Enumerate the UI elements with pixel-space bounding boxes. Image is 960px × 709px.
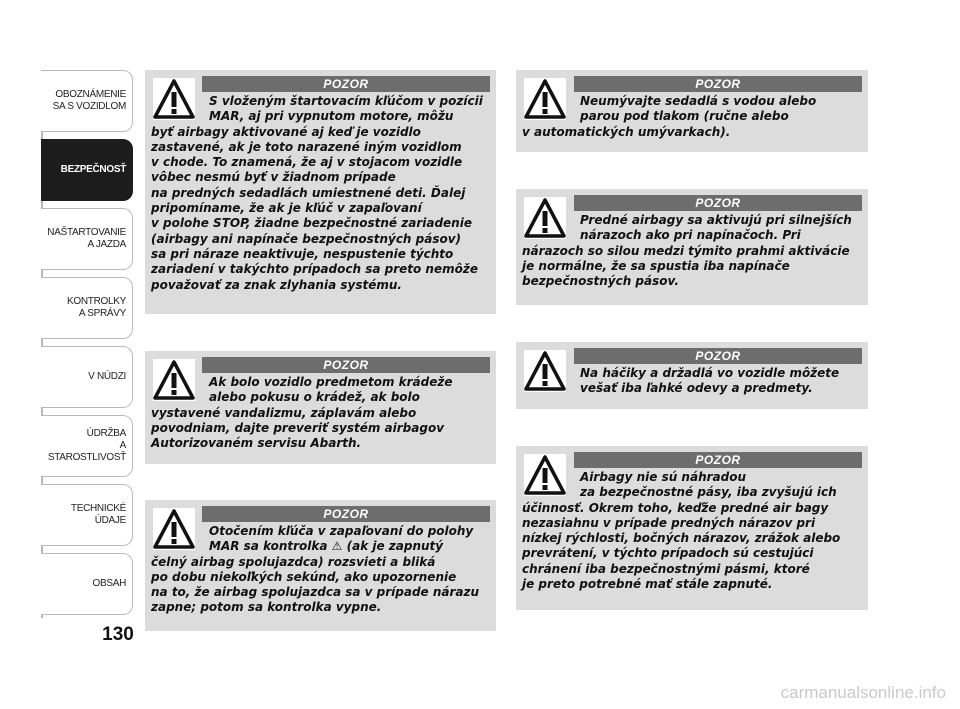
- tab-safety[interactable]: BEZPEČNOSŤ: [41, 139, 133, 201]
- warning-text: Predné airbagy sa aktivujú pri silnejších nárazoch ako pri napínačoch. Pri nárazoch so silou medzi týmito prahmi aktivácie je normálne, že sa spustia iba napínače bezpečnostných pásov.: [522, 213, 852, 289]
- tab-warning-lights[interactable]: KONTROLKY A SPRÁVY: [41, 277, 133, 339]
- warning-box-hooks-handles: [516, 342, 868, 409]
- watermark: carmanualsonline.info: [780, 683, 946, 702]
- tab-introduction[interactable]: OBOZNÁMENIE SA S VOZIDLOM: [41, 70, 133, 132]
- warning-title: POZOR: [202, 506, 490, 522]
- warning-box-airbag-thresholds: [516, 189, 868, 305]
- warning-text: S vloženým štartovacím kľúčom v pozícii MAR, aj pri vypnutom motore, môžu byť airbagy aktivované aj keď je vozidlo zastavené, ak je toto narazené iným vozidlom v chode. To znamená, že aj v stojacom vozidle vôbec nesmú byť v žiadnom prípade na predných sedadlách umiestnené deti. Ďalej pripomíname, že ak je kľúč v zapaľovaní v polohe STOP, žiadne bezpečnostné zariadenie (airbagy ani napínače bezpečnostných pásov) sa pri náraze neaktivuje, nespustenie týchto zariadení v takýchto prípadoch sa preto nemôže považovať za znak zlyhania systému.: [151, 94, 483, 292]
- warning-box-seat-washing: [516, 70, 868, 152]
- warning-title: POZOR: [574, 452, 862, 468]
- tab-contents[interactable]: OBSAH: [41, 553, 133, 615]
- warning-triangle-icon: [524, 197, 566, 239]
- tab-starting-driving[interactable]: NAŠTARTOVANIE A JAZDA: [41, 208, 133, 270]
- warning-box-ignition-airbag: [145, 70, 496, 314]
- warning-triangle-icon: [153, 78, 195, 120]
- warning-title: POZOR: [574, 195, 862, 211]
- tab-emergency[interactable]: V NÚDZI: [41, 346, 133, 408]
- warning-triangle-icon: [524, 454, 566, 496]
- warning-triangle-icon: [153, 508, 195, 550]
- warning-title: POZOR: [202, 357, 490, 373]
- warning-triangle-icon: [524, 78, 566, 120]
- warning-text: Airbagy nie sú náhradou za bezpečnostné pásy, iba zvyšujú ich účinnosť. Okrem toho, keďže predné air bagy nezasiahnu v prípade predných nárazov pri nízkej rýchlosti, bočných nárazov, zrážok alebo prevrátení, v týchto prípadoch sú cestujúci chránení iba bezpečnostnými pásmi, ktoré je preto potrebné mať stále zapnuté.: [522, 470, 841, 592]
- warning-text: Ak bolo vozidlo predmetom krádeže alebo pokusu o krádež, ak bolo vystavené vandalizmu, záplavám alebo povodniam, dajte preveriť systém airbagov Autorizovaném servisu Abarth.: [151, 375, 453, 451]
- warning-text: Na háčiky a držadlá vo vozidle môžete vešať iba ľahké odevy a predmety.: [580, 366, 840, 396]
- warning-triangle-icon: [524, 350, 566, 392]
- tab-technical-data[interactable]: TECHNICKÉ ÚDAJE: [41, 484, 133, 546]
- warning-text: Otočením kľúča v zapaľovaní do polohy MAR sa kontrolka ⚠ (ak je zapnutý čelný airbag spolujazdca) rozsvieti a bliká po dobu niekoľkých sekúnd, ako upozornenie na to, že airbag spolujazdca sa v prípade nárazu zapne; potom sa kontrolka vypne.: [151, 524, 480, 615]
- warning-title: POZOR: [202, 76, 490, 92]
- page-number: 130: [102, 624, 134, 645]
- warning-title: POZOR: [574, 348, 862, 364]
- warning-box-passenger-airbag-light: [145, 500, 496, 631]
- tab-maintenance[interactable]: ÚDRŽBA A STAROSTLIVOSŤ: [41, 415, 133, 477]
- warning-text: Neumývajte sedadlá s vodou alebo parou pod tlakom (ručne alebo v automatických umývarkach).: [522, 94, 817, 139]
- warning-box-theft-check: [145, 351, 496, 464]
- warning-box-airbags-not-substitute: [516, 446, 868, 610]
- warning-title: POZOR: [574, 76, 862, 92]
- warning-triangle-icon: [153, 359, 195, 401]
